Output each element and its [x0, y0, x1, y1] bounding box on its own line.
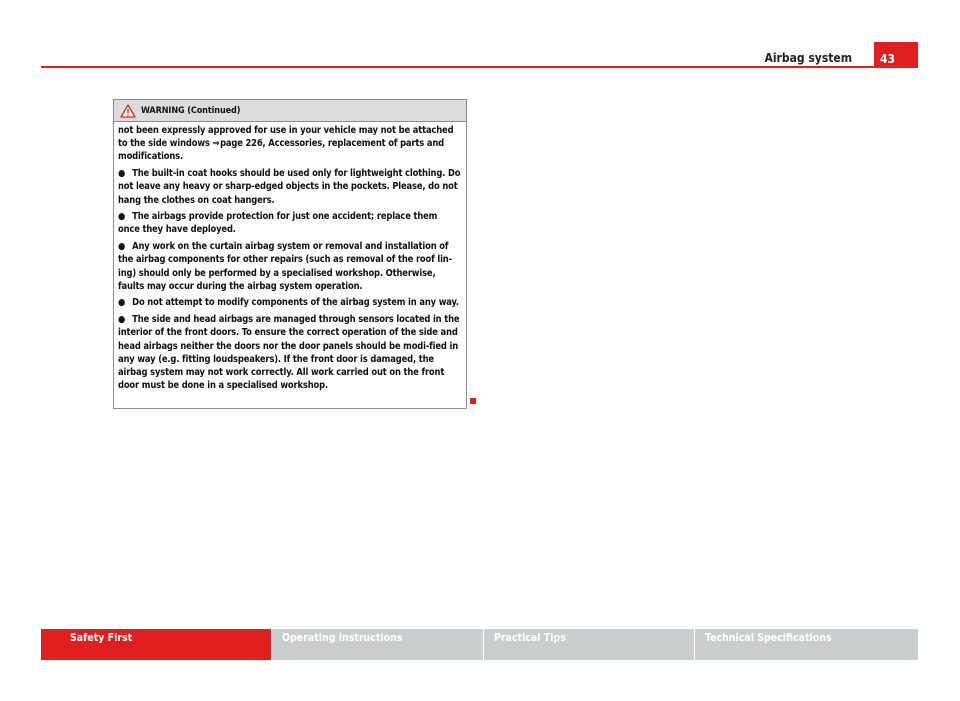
warning-bullet	[118, 167, 461, 207]
page-number: 43	[874, 42, 918, 68]
warning-bullet	[118, 240, 461, 293]
footer-tab-technical-specifications[interactable]: Technical Specifications	[695, 629, 918, 660]
bullet-icon: ●	[118, 241, 126, 253]
footer-tab-safety-first[interactable]: Safety First	[41, 629, 272, 660]
warning-header	[114, 100, 466, 122]
warning-body	[114, 122, 466, 392]
warning-box	[113, 99, 467, 409]
warning-bullet-text: Any work on the curtain airbag system or removal and installation of the airbag components for other repairs (such as removal of the roof lin-ing) should only be performed by a specialised workshop. Otherwise, faults may occur during the airbag system operation.	[118, 241, 452, 292]
warning-intro-text: not been expressly approved for use in your vehicle may not be attached to the side windows	[118, 125, 454, 150]
bullet-icon: ●	[118, 314, 126, 326]
bullet-icon: ●	[118, 168, 126, 180]
section-title: Airbag system	[764, 51, 852, 65]
bullet-icon: ●	[118, 211, 126, 223]
warning-heading: WARNING (Continued)	[141, 105, 241, 116]
warning-bullet-text: The airbags provide protection for just one accident; replace them once they have deployed.	[118, 211, 438, 236]
warning-bullet-text: The side and head airbags are managed through sensors located in the interior of the front doors. To ensure the correct operation of the side and head airbags neither the doors nor the door panels should be modi-fied in any way (e.g. fitting loudspeakers). If the front door is damaged, the airbag system may not work correctly. All work carried out on the front door must be done in a specialised workshop.	[118, 314, 460, 392]
footer-tab-operating-instructions[interactable]: Operating instructions	[272, 629, 484, 660]
page-reference-link[interactable]: page 226, Accessories, replacement of parts and modifications.	[118, 138, 444, 163]
warning-bullet	[118, 313, 461, 392]
link-arrow-icon: ⇒	[212, 138, 220, 150]
warning-bullet-text: The built-in coat hooks should be used only for lightweight clothing. Do not leave any heavy or sharp-edged objects in the pockets. Please, do not hang the clothes on coat hangers.	[118, 168, 461, 206]
warning-intro	[118, 124, 461, 164]
warning-bullet	[118, 210, 461, 236]
warning-bullet	[118, 296, 461, 309]
bullet-icon: ●	[118, 297, 126, 309]
section-end-marker	[470, 398, 476, 404]
footer-nav	[41, 629, 918, 660]
warning-triangle-icon	[120, 104, 136, 118]
warning-bullet-text: Do not attempt to modify components of the airbag system in any way.	[132, 297, 459, 309]
footer-tab-practical-tips[interactable]: Practical Tips	[484, 629, 695, 660]
header-rule	[41, 66, 918, 68]
